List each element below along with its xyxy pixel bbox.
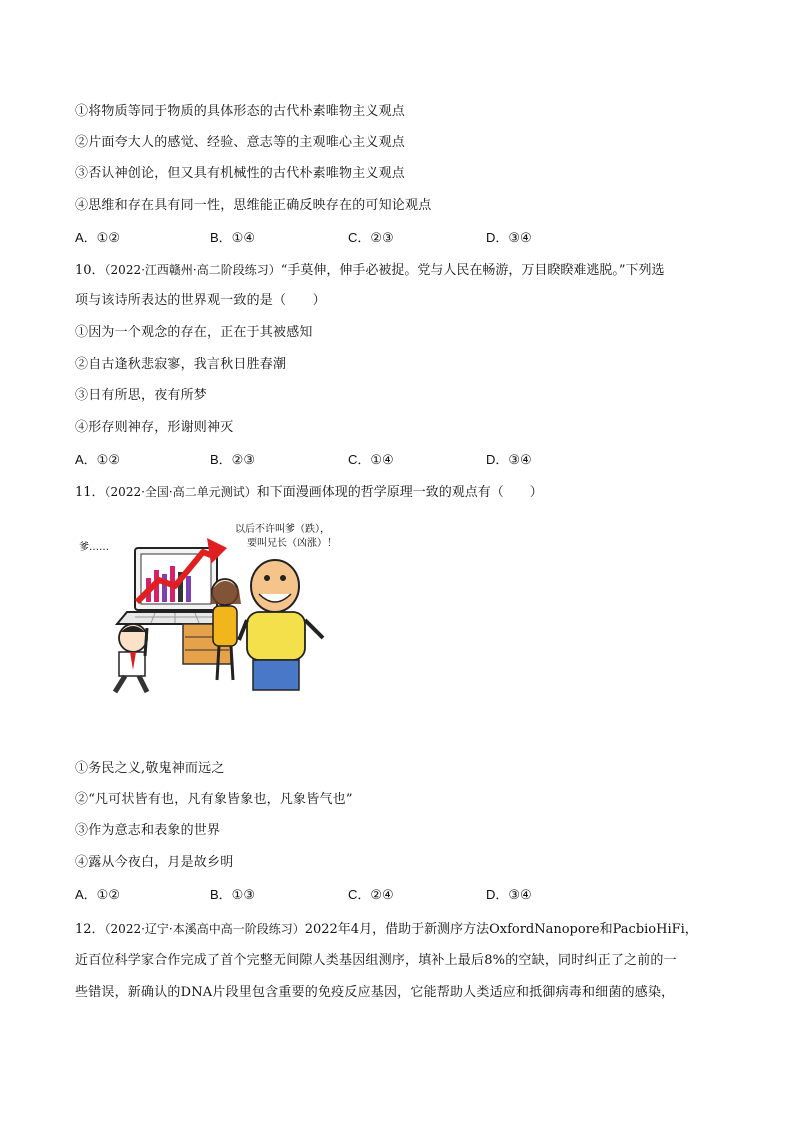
q10-option-b[interactable]: B．②③ xyxy=(210,452,255,468)
big-man-shirt xyxy=(247,612,305,660)
q10-item-1: ①因为一个观念的存在，正在于其被感知 xyxy=(75,325,313,340)
screen-bar xyxy=(162,574,167,602)
q10-option-d[interactable]: D．③④ xyxy=(486,452,532,468)
q10-stem-line2: 项与该诗所表达的世界观一致的是（ ） xyxy=(75,293,326,308)
q9-option-b[interactable]: B．①④ xyxy=(210,230,255,246)
q12-stem-text: 2022年4月，借助于新测序方法OxfordNanopore和PacbioHiFi， xyxy=(304,922,698,937)
q12-stem xyxy=(75,920,698,939)
q10-stem-text: “手莫伸，伸手必被捉。党与人民在畅游，万目睽睽难逃脱。”下列选 xyxy=(280,263,665,278)
q9-option-a[interactable]: A．①② xyxy=(75,230,120,246)
q11-stem-text: 和下面漫画体现的哲学原理一致的观点有（ ） xyxy=(256,485,543,500)
big-man-head xyxy=(251,560,299,612)
q10-options xyxy=(75,451,715,469)
q11-options xyxy=(75,886,715,904)
right-speech-line2: 要叫兄长（凶涨）！ xyxy=(247,538,337,549)
q10-option-c[interactable]: C．①④ xyxy=(348,452,394,468)
q11-number: 11． xyxy=(75,485,105,500)
q11-option-a[interactable]: A．①② xyxy=(75,887,120,903)
q9-item-2: ②片面夸大人的感觉、经验、意志等的主观唯心主义观点 xyxy=(75,135,406,150)
big-man-pants xyxy=(253,660,299,690)
q10-item-2: ②自古逢秋悲寂寥，我言秋日胜春潮 xyxy=(75,357,287,372)
q12-stem-line2: 近百位科学家合作完成了首个完整无间隙人类基因组测序，填补上最后8%的空缺，同时纠正了之前的一 xyxy=(75,953,677,968)
q9-option-c[interactable]: C．②③ xyxy=(348,230,394,246)
q11-option-b[interactable]: B．①③ xyxy=(210,887,255,903)
q11-item-3: ③作为意志和表象的世界 xyxy=(75,823,221,838)
q9-option-d[interactable]: D．③④ xyxy=(486,230,532,246)
q12-number: 12． xyxy=(75,922,105,937)
q9-item-1: ①将物质等同于物质的具体形态的古代朴素唯物主义观点 xyxy=(75,104,406,119)
q10-stem xyxy=(75,261,665,280)
q11-item-4: ④露从今夜白，月是故乡明 xyxy=(75,855,234,870)
q11-option-d[interactable]: D．③④ xyxy=(486,887,532,903)
q10-item-3: ③日有所思，夜有所梦 xyxy=(75,388,208,403)
woman-dress xyxy=(213,606,237,646)
screen-panel xyxy=(141,554,211,604)
q9-item-4: ④思维和存在具有同一性，思维能正确反映存在的可知论观点 xyxy=(75,198,432,213)
q12-stem-line3: 些错误，新确认的DNA片段里包含重要的免疫反应基因，它能帮助人类适应和抵御病毒和细菌的感染， xyxy=(75,985,675,1000)
right-speech-line1: 以后不许叫爹（跌）， xyxy=(235,524,330,535)
q12-source: （2022·辽宁·本溪高中高一阶段练习） xyxy=(104,922,305,936)
q11-option-c[interactable]: C．②④ xyxy=(348,887,394,903)
q11-source: （2022·全国·高二单元测试） xyxy=(104,485,257,499)
q11-item-2: ②“凡可状皆有也，凡有象皆象也，凡象皆气也” xyxy=(75,792,353,807)
screen-bar xyxy=(186,576,191,602)
q11-stem xyxy=(75,483,543,502)
q11-item-1: ①务民之义,敬鬼神而远之 xyxy=(75,761,225,776)
q9-options xyxy=(75,229,715,247)
cartoon-illustration xyxy=(75,520,355,700)
q10-source: （2022·江西赣州·高二阶段练习） xyxy=(104,263,281,277)
q10-number: 10． xyxy=(75,263,105,278)
q10-option-a[interactable]: A．①② xyxy=(75,452,120,468)
q9-item-3: ③否认神创论，但又具有机械性的古代朴素唯物主义观点 xyxy=(75,166,406,181)
left-speech: 爹…… xyxy=(79,542,109,553)
q10-item-4: ④形存则神存，形谢则神灭 xyxy=(75,420,234,435)
